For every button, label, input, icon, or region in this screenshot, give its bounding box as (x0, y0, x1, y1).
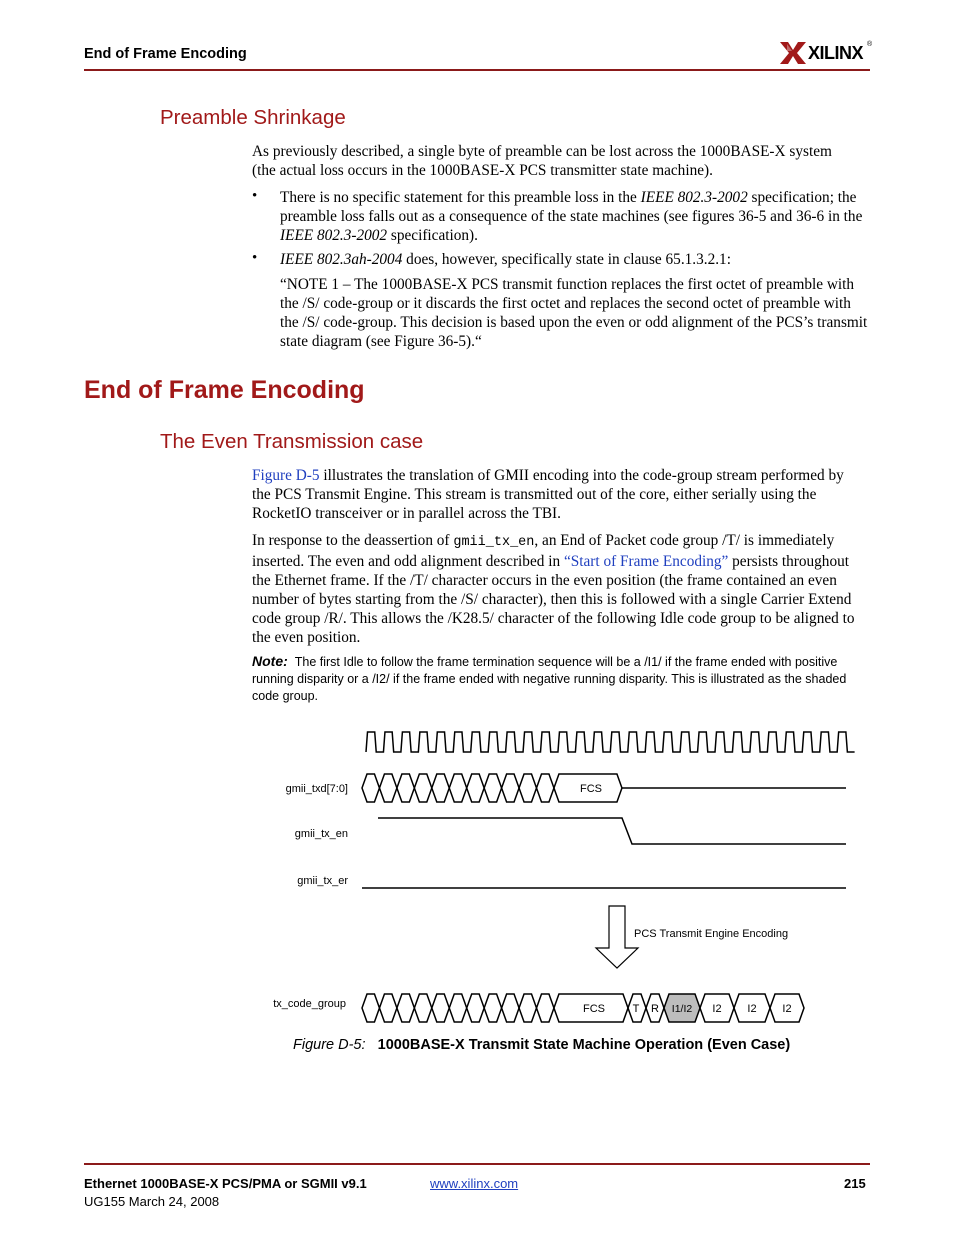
heading-even-transmission: The Even Transmission case (160, 430, 424, 453)
ieee-quote: “NOTE 1 – The 1000BASE-X PCS transmit function replaces the first octet of preamble with the /S/ code-group or it discards the first octet and replaces the second octet of preamble with the /S/ code-group. This decision is based upon the even or odd alignment of the PCS’s transmit state diagram (see Figure 36-5).“ (280, 276, 868, 350)
txd-byte-cell (397, 774, 414, 802)
down-arrow-icon (596, 906, 638, 968)
code-i2-label-3: I2 (782, 1003, 792, 1015)
code-t-label: T (632, 1003, 640, 1015)
txd-byte-cell (502, 774, 519, 802)
code-byte-cell (449, 994, 466, 1022)
pcs-engine-label: PCS Transmit Engine Encoding (634, 928, 789, 940)
footer-page-number: 215 (844, 1176, 866, 1191)
heading-preamble-shrinkage: Preamble Shrinkage (160, 106, 346, 129)
txd-byte-cell (362, 774, 379, 802)
code-byte-cell (502, 994, 519, 1022)
txd-byte-cell (484, 774, 501, 802)
code-i1i2-label: I1/I2 (671, 1003, 693, 1015)
code-byte-cell (414, 994, 431, 1022)
bullet-marker: • (252, 250, 258, 266)
code-byte-cell (379, 994, 396, 1022)
code-byte-cell (467, 994, 484, 1022)
code-r-label: R (651, 1003, 659, 1015)
note-label: Note: (252, 653, 288, 669)
header-rule (84, 69, 870, 71)
footer-doc-id: UG155 March 24, 2008 (84, 1194, 220, 1209)
figure-caption (293, 1037, 790, 1053)
timing-diagram (250, 720, 870, 1030)
txd-fcs-label: FCS (580, 783, 602, 795)
code-fcs-label: FCS (583, 1003, 605, 1015)
code-i2-label-2: I2 (747, 1003, 757, 1015)
code-byte-cell (362, 994, 379, 1022)
xilinx-wordmark: XILINX (808, 43, 864, 63)
eof-paragraph-1: Figure D-5 illustrates the translation of GMII encoding into the code-group stream performed by the PCS Transmit Engine. This stream is transmitted out of the core, either serially using the RocketIO transceiver or in parallel across the TBI. (252, 467, 844, 522)
txd-byte-cell (537, 774, 554, 802)
code-byte-cell (484, 994, 501, 1022)
gmii-tx-en-waveform (378, 818, 846, 844)
code-byte-cell (432, 994, 449, 1022)
code-i2-label-1: I2 (712, 1003, 722, 1015)
code-byte-cell (397, 994, 414, 1022)
code-byte-cell (537, 994, 554, 1022)
eof-paragraph-2: In response to the deassertion of gmii_tx_en, an End of Packet code group /T/ is immediately inserted. The even and odd alignment described in “Start of Frame Encoding” persists throughout the Ethernet frame. If the /T/ character occurs in the even position (the frame contained an even number of bytes starting from the /S/ character), then this is followed with a single Carrier Extend code group /R/. This allows the /K28.5/ character of the following Idle code group to be aligned to the even position. (252, 532, 855, 646)
start-of-frame-link[interactable]: “Start of Frame Encoding” (563, 553, 729, 570)
caption-label: Figure D-5: (293, 1037, 366, 1053)
signal-label-tx-code-group: tx_code_group (273, 998, 346, 1010)
txd-byte-cell (379, 774, 396, 802)
footer-url-link[interactable]: www.xilinx.com (430, 1176, 519, 1191)
xilinx-logo (778, 38, 873, 68)
running-header-title: End of Frame Encoding (84, 46, 247, 62)
footer-doc-title: Ethernet 1000BASE-X PCS/PMA or SGMII v9.1 (84, 1176, 367, 1191)
preamble-bullet-1: There is no specific statement for this preamble loss in the IEEE 802.3-2002 specification; the preamble loss falls out as a consequence of the state machines (see figures 36-5 and 36-6 in the IEEE 802.3-2002 specification). (280, 189, 863, 244)
heading-end-of-frame-encoding: End of Frame Encoding (84, 376, 365, 404)
signal-label-gmii-tx-en: gmii_tx_en (294, 828, 348, 840)
caption-title: 1000BASE-X Transmit State Machine Operation (Even Case) (377, 1037, 791, 1053)
signal-label-gmii-tx-er: gmii_tx_er (297, 875, 348, 887)
gmii-txd-bus (362, 774, 846, 802)
note-text: The first Idle to follow the frame termination sequence will be a /I1/ if the frame ended with positive running disparity or a /I2/ if the frame ended with negative running disparity. This is illustrated as the shaded code group. (252, 655, 847, 703)
clock-waveform (366, 732, 855, 752)
preamble-intro: As previously described, a single byte of preamble can be lost across the 1000BASE-X system (the actual loss occurs in the 1000BASE-X PCS transmitter state machine). (252, 143, 832, 179)
registered-mark: ® (867, 41, 873, 48)
signal-label-gmii-txd: gmii_txd[7:0] (285, 783, 348, 795)
bullet-marker: • (252, 188, 258, 204)
txd-byte-cell (432, 774, 449, 802)
txd-byte-cell (467, 774, 484, 802)
txd-byte-cell (449, 774, 466, 802)
txd-byte-cell (414, 774, 431, 802)
footer-rule (84, 1163, 870, 1165)
preamble-bullet-2: IEEE 802.3ah-2004 does, however, specifically state in clause 65.1.3.2.1: (280, 251, 731, 268)
figure-d5-link[interactable]: Figure D-5 (252, 467, 320, 484)
code-byte-cell (519, 994, 536, 1022)
txd-byte-cell (519, 774, 536, 802)
note-block (252, 653, 868, 705)
